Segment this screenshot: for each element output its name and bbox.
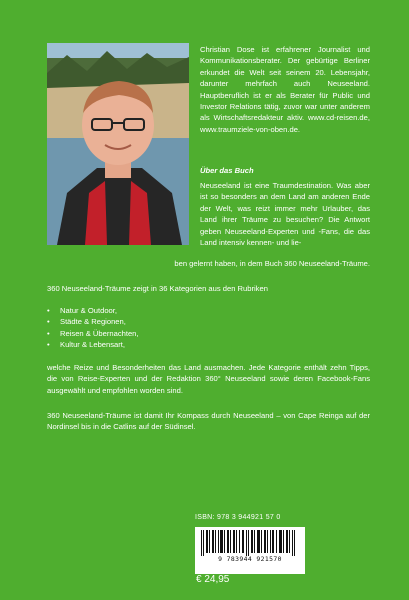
list-item: [47, 339, 247, 350]
about-book-title: Über das Buch: [200, 166, 254, 175]
about-book-text: Neuseeland ist eine Traumdestination. Was aber ist so besonders an dem Land am anderen Ende der Welt, was reizt immer mehr Urlauber, das Land ihrer Träume zu besuchen? Die Antwort geben Neuseeland-Experten und -Fans, die das Land intensiv kennen- und lie-: [200, 181, 370, 248]
list-item-label: Kultur & Lebensart,: [60, 340, 126, 350]
bullet-icon: •: [47, 340, 50, 350]
category-list: [47, 305, 247, 351]
price-label: € 24,95: [196, 574, 230, 585]
isbn-label: ISBN: 978 3 944921 57 0: [195, 514, 281, 521]
barcode-digits: 9 783944 921570: [218, 555, 282, 563]
barcode: [195, 527, 305, 574]
barcode-icon: [195, 527, 305, 557]
bullet-icon: •: [47, 317, 50, 327]
author-bio: [200, 44, 370, 135]
description-paragraph: welche Reize und Besonderheiten das Land ausmachen. Jede Kategorie enthält zehn Tipps, die von Reise-Experten und der Redaktion 360° Neuseeland sowie deren Facebook-Fans ausgewählt und empfohlen worden sind.: [47, 363, 370, 395]
bullet-icon: •: [47, 306, 50, 315]
list-item-label: Reisen & Übernachten,: [60, 328, 139, 338]
list-item: [47, 316, 247, 327]
list-item-label: Städte & Regionen,: [60, 317, 126, 327]
bullet-icon: •: [47, 328, 50, 338]
list-item: [47, 328, 247, 339]
list-item-label: Natur & Outdoor,: [60, 306, 117, 315]
intro-text: 360 Neuseeland-Träume zeigt in 36 Kategorien aus den Rubriken: [47, 284, 268, 293]
author-portrait-icon: [47, 43, 189, 245]
list-item: [47, 305, 247, 316]
closing-paragraph: 360 Neuseeland-Träume ist damit Ihr Kompass durch Neuseeland – von Cape Reinga auf der Nordinsel bis in die Catlins auf der Südinsel.: [47, 411, 370, 432]
author-bio-text: Christian Dose ist erfahrener Journalist und Kommunikationsberater. Der gebürtige Berliner erkundet die Welt seit seinem 20. Lebensjahr, darunter mehrfach auch Neuseeland. Hauptberuflich ist er als Berater für Public und Investor Relations tätig, zuvor war unter anderem als Wirtschaftsredakteur aktiv. www.cd-reisen.de, www.traumziele-von-oben.de.: [200, 45, 370, 134]
about-book-text-end: ben gelernt haben, in dem Buch 360 Neuseeland-Träume.: [174, 259, 370, 268]
author-photo: [47, 43, 189, 245]
